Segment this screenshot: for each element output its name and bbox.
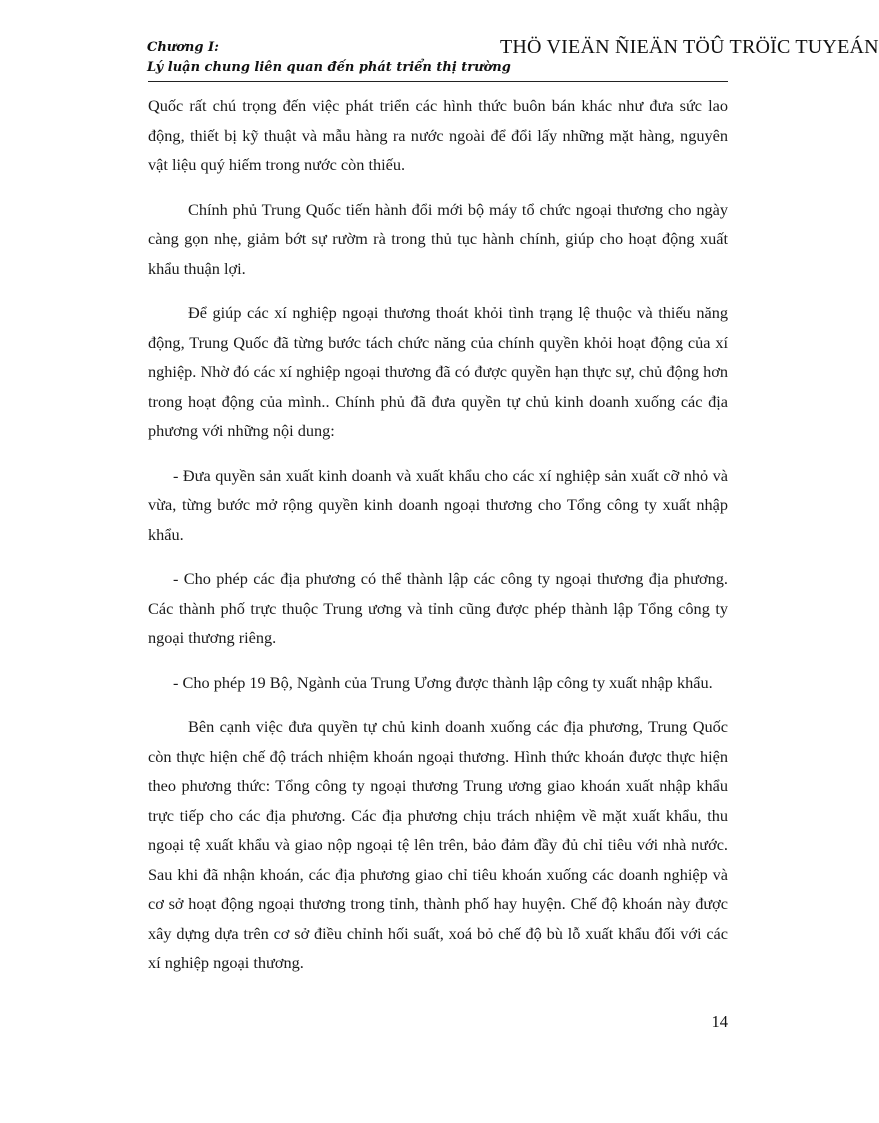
header-divider bbox=[148, 81, 728, 82]
chapter-label: Chương I: bbox=[147, 40, 219, 55]
paragraph-continued: Quốc rất chú trọng đến việc phát triển các hình thức buôn bán khác như đưa sức lao động, thiết bị kỹ thuật và mẫu hàng ra nước ngoài để đổi lấy những mặt hàng, nguyên vật liệu quý hiếm trong nước còn thiếu. bbox=[148, 96, 728, 174]
chapter-title: Lý luận chung liên quan đến phát triển thị trường bbox=[147, 60, 511, 75]
body-text bbox=[148, 91, 728, 993]
running-header bbox=[147, 38, 511, 78]
dash-list-item: - Cho phép 19 Bộ, Ngành của Trung Ương được thành lập công ty xuất nhập khẩu. bbox=[173, 672, 713, 692]
paragraph: Bên cạnh việc đưa quyền tự chủ kinh doanh xuống các địa phương, Trung Quốc còn thực hiện chế độ trách nhiệm khoán ngoại thương. Hình thức khoán được thực hiện theo phương thức: Tổng công ty ngoại thương Trung ương giao khoán xuất nhập khẩu trực tiếp cho các địa phương. Các địa phương chịu trách nhiệm về mặt xuất khẩu, thu ngoại tệ xuất khẩu và giao nộp ngoại tệ lên trên, bảo đảm đầy đủ chỉ tiêu với nhà nước. Sau khi đã nhận khoán, các địa phương giao chỉ tiêu khoán xuống các doanh nghiệp và cơ sở hoạt động ngoại thương trong tỉnh, thành phố hay huyện. Chế độ khoán này được xây dựng dựa trên cơ sở điều chỉnh hối suất, xoá bỏ chế độ bù lỗ xuất khẩu đối với các xí nghiệp ngoại thương. bbox=[148, 717, 728, 972]
library-watermark: THÖ VIEÄN ÑIEÄN TÖÛ TRÖÏC TUYEÁN bbox=[500, 36, 879, 58]
dash-list-item: - Cho phép các địa phương có thể thành lập các công ty ngoại thương địa phương. Các thành phố trực thuộc Trung ương và tỉnh cũng được phép thành lập Tổng công ty ngoại thương riêng. bbox=[148, 569, 728, 647]
paragraph: Để giúp các xí nghiệp ngoại thương thoát khỏi tình trạng lệ thuộc và thiếu năng động, Trung Quốc đã từng bước tách chức năng của chính quyền khỏi hoạt động của xí nghiệp. Nhờ đó các xí nghiệp ngoại thương đã có được quyền hạn thực sự, chủ động hơn trong hoạt động của mình.. Chính phủ đã đưa quyền tự chủ kinh doanh xuống các địa phương với những nội dung: bbox=[148, 303, 728, 440]
dash-list-item: - Đưa quyền sản xuất kinh doanh và xuất khẩu cho các xí nghiệp sản xuất cỡ nhỏ và vừa, từng bước mở rộng quyền kinh doanh ngoại thương cho Tổng công ty xuất nhập khẩu. bbox=[148, 465, 728, 544]
page-number: 14 bbox=[711, 1012, 728, 1031]
paragraph: Chính phủ Trung Quốc tiến hành đổi mới bộ máy tổ chức ngoại thương cho ngày càng gọn nhẹ, giảm bớt sự rườm rà trong thủ tục hành chính, giúp cho hoạt động xuất khẩu thuận lợi. bbox=[148, 199, 728, 278]
